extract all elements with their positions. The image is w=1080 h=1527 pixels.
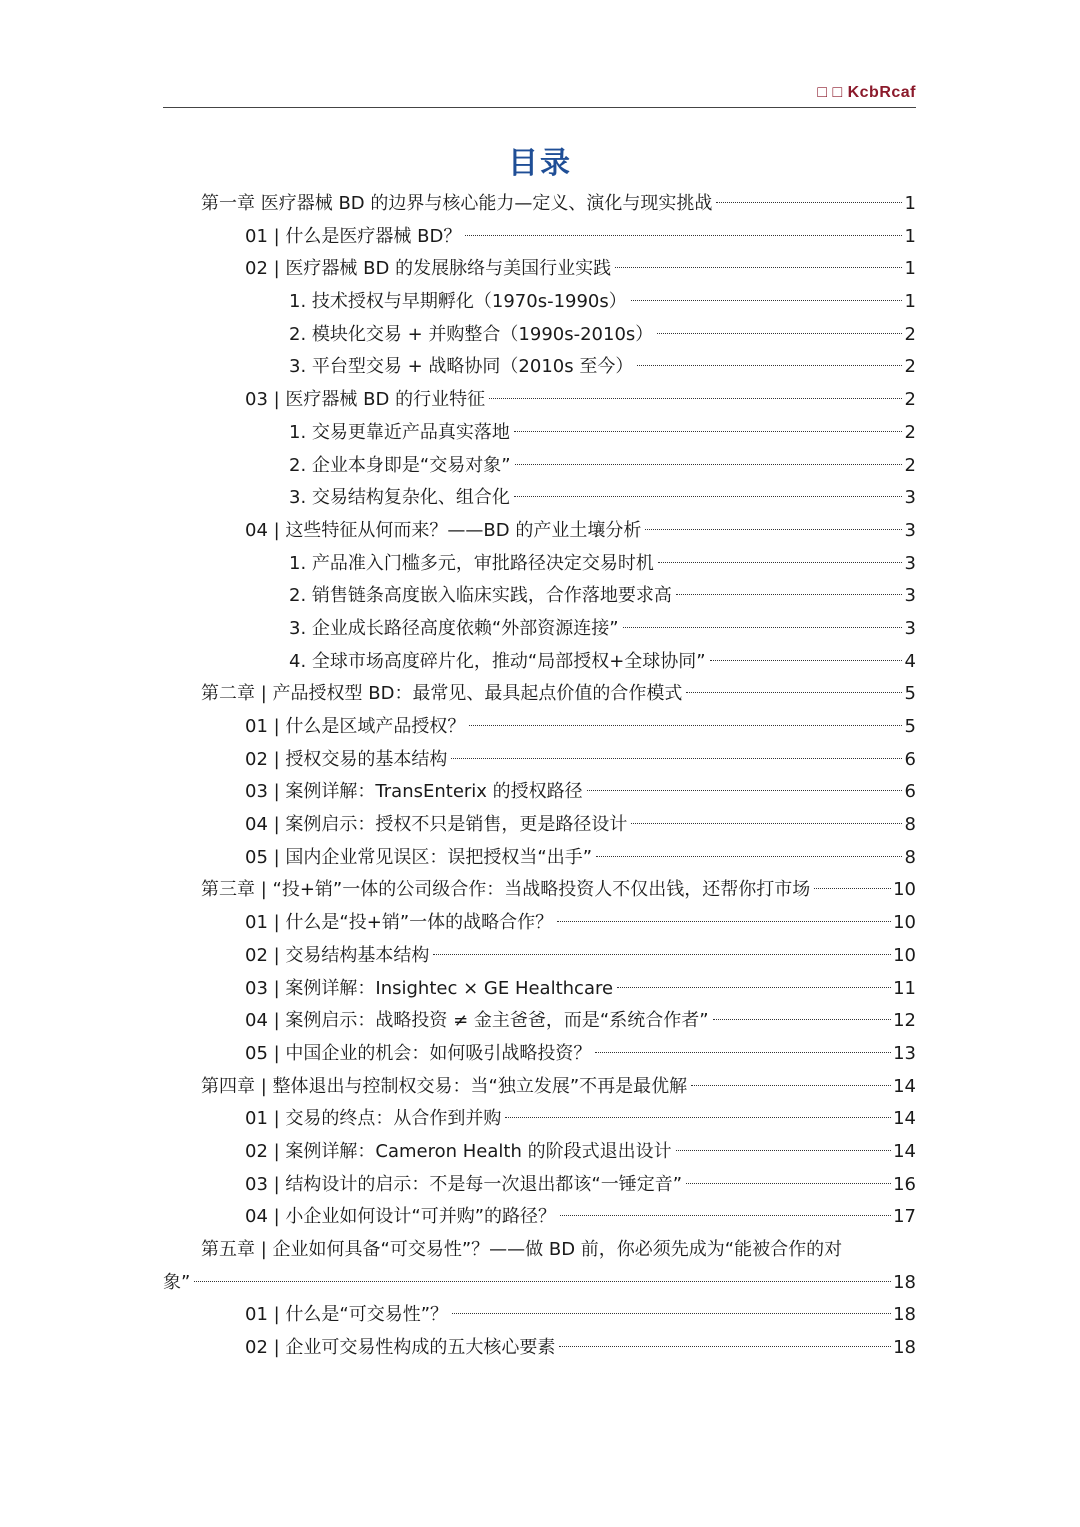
toc-entry[interactable] [163,384,916,417]
dot-leader [194,1281,891,1282]
toc-entry[interactable] [163,286,916,319]
toc-entry-text: 03 | 结构设计的启示：不是每一次退出都该“一锤定音” [245,1173,683,1195]
dot-leader [657,333,902,334]
toc-entry[interactable] [163,548,916,581]
dot-leader [713,1019,892,1020]
toc-entry-text: 1. 产品准入门槛多元，审批路径决定交易时机 [289,552,654,574]
dot-leader [469,725,902,726]
dot-leader [658,562,902,563]
toc-entry-text: 2. 模块化交易 + 并购整合（1990s-2010s） [289,323,654,345]
toc-entry[interactable] [163,188,916,221]
toc-entry-text: 1. 技术授权与早期孵化（1970s-1990s） [289,291,627,313]
toc-entry-text: 04 | 这些特征从何而来？——BD 的产业土壤分析 [245,519,642,541]
toc-entry[interactable] [163,482,916,515]
toc-entry-text: 2. 销售链条高度嵌入临床实践，合作落地要求高 [289,585,672,607]
toc-entry[interactable] [163,450,916,483]
toc-entry[interactable] [163,253,916,286]
toc-entry-text: 04 | 案例启示：战略投资 ≠ 金主爸爸，而是“系统合作者” [245,1010,709,1032]
toc-entry-text: 4. 全球市场高度碎片化，推动“局部授权+全球协同” [289,650,706,672]
toc-entry[interactable] [163,711,916,744]
toc-entry[interactable] [163,351,916,384]
toc-entry[interactable] [163,646,916,679]
dot-leader [587,790,902,791]
dot-leader [676,594,902,595]
toc-entry[interactable] [163,1332,916,1365]
toc-page-number: 6 [904,781,916,803]
dot-leader [710,660,902,661]
header-divider [163,107,916,108]
toc-entry-text: 04 | 小企业如何设计“可并购”的路径？ [245,1206,557,1228]
dot-leader [433,954,891,955]
toc-entry[interactable] [163,940,916,973]
dot-leader [686,1183,891,1184]
toc-entry[interactable] [163,1136,916,1169]
toc-page-number: 10 [893,944,916,966]
toc-entry-text: 01 | 什么是“可交易性”？ [245,1304,449,1326]
toc-entry-text: 1. 交易更靠近产品真实落地 [289,421,510,443]
toc-entry-text: 03 | 案例详解：TransEnterix 的授权路径 [245,781,583,803]
dot-leader [814,888,891,889]
toc-entry-text: 02 | 授权交易的基本结构 [245,748,448,770]
toc-page-number: 5 [904,716,916,737]
toc-entry[interactable] [163,907,916,940]
toc-entry[interactable] [163,1169,916,1202]
toc-page-number: 16 [893,1173,916,1195]
dot-leader [514,496,902,497]
toc-page-number: 2 [904,454,916,476]
dot-leader [557,921,891,922]
dot-leader [515,464,902,465]
dot-leader [691,1085,891,1086]
toc-entry[interactable] [163,842,916,875]
toc-entry[interactable] [163,221,916,254]
toc-entry-text: 01 | 什么是医疗器械 BD？ [245,225,462,247]
toc-page-number: 6 [904,748,916,770]
toc-entry[interactable] [163,1038,916,1071]
toc-page-number: 1 [904,193,916,214]
toc-entry-text: 03 | 案例详解：Insightec × GE Healthcare [245,977,614,999]
toc-entry-text: 第一章 医疗器械 BD 的边界与核心能力—定义、演化与现实挑战 [201,193,713,214]
toc-page-number: 18 [893,1304,916,1326]
dot-leader [676,1150,892,1151]
toc-page-number: 13 [893,1042,916,1064]
toc-page-number: 17 [893,1206,916,1228]
toc-page-number: 3 [904,487,916,509]
toc-page-number: 18 [893,1337,916,1359]
toc-page-number: 2 [904,323,916,345]
toc-entry[interactable] [163,874,916,907]
toc-entry[interactable] [163,613,916,646]
dot-leader [514,431,902,432]
toc-entry-text: 01 | 什么是区域产品授权？ [245,716,466,737]
toc-entry[interactable] [163,319,916,352]
dot-leader [637,365,902,366]
toc-page-number: 18 [893,1271,916,1293]
toc-entry-text: 05 | 国内企业常见误区：误把授权当“出手” [245,846,593,868]
toc-page-number: 2 [904,356,916,378]
toc-page-number: 3 [904,519,916,541]
toc-page-number: 12 [893,1010,916,1032]
toc-entry[interactable] [163,678,916,711]
toc-entry-text: 04 | 案例启示：授权不只是销售，更是路径设计 [245,814,628,836]
running-header: □ □ KcbRcaf [817,84,916,101]
toc-page-number: 2 [904,421,916,443]
dot-leader [686,692,902,693]
dot-leader [623,627,902,628]
dot-leader [560,1215,891,1216]
toc-page-number: 14 [893,1108,916,1130]
dot-leader [631,823,902,824]
toc-entry[interactable] [163,580,916,613]
toc-entry-text: 03 | 医疗器械 BD 的行业特征 [245,389,486,411]
toc-entry-text: 02 | 案例详解：Cameron Health 的阶段式退出设计 [245,1140,672,1162]
toc-entry-text: 02 | 交易结构基本结构 [245,944,430,966]
toc-entry[interactable] [163,515,916,548]
dot-leader [559,1346,891,1347]
toc-page-number: 8 [904,814,916,836]
dot-leader [595,1052,891,1053]
toc-page-number: 3 [904,552,916,574]
toc-page-number: 1 [904,291,916,313]
toc-entry-text: 02 | 企业可交易性构成的五大核心要素 [245,1337,556,1359]
toc-page-number: 3 [904,585,916,607]
toc-entry-text: 01 | 交易的终点：从合作到并购 [245,1108,502,1130]
dot-leader [489,398,902,399]
toc-entry[interactable] [163,1299,916,1332]
dot-leader [452,1313,891,1314]
toc-page-number: 10 [893,879,916,901]
toc-entry[interactable] [163,776,916,809]
toc-page-number: 11 [893,977,916,999]
toc-page-number: 1 [904,225,916,247]
dot-leader [451,758,902,759]
toc-page-number: 5 [904,683,916,705]
toc-entry-text: 3. 交易结构复杂化、组合化 [289,487,510,509]
toc-entry[interactable] [163,1103,916,1136]
table-of-contents [163,188,916,1365]
toc-entry[interactable] [163,417,916,450]
dot-leader [596,856,902,857]
dot-leader [631,300,902,301]
toc-entry[interactable] [163,809,916,842]
toc-entry-text-continued: 象” [163,1271,191,1293]
dot-leader [505,1117,891,1118]
toc-entry-text: 第五章 | 企业如何具备“可交易性”？——做 BD 前，你必须先成为“能被合作的对 [201,1239,843,1260]
toc-page-number: 1 [904,258,916,280]
dot-leader [645,529,902,530]
toc-entry-chapter-5[interactable] [163,1234,916,1299]
toc-entry-text: 02 | 医疗器械 BD 的发展脉络与美国行业实践 [245,258,612,280]
toc-entry-text: 第三章 | “投+销”一体的公司级合作：当战略投资人不仅出钱，还帮你打市场 [201,879,811,901]
toc-entry-text: 3. 平台型交易 + 战略协同（2010s 至今） [289,356,634,378]
toc-title: 目录 [508,146,572,181]
toc-page-number: 3 [904,617,916,639]
toc-entry-text: 01 | 什么是“投+销”一体的战略合作？ [245,912,554,934]
toc-entry-text: 3. 企业成长路径高度依赖“外部资源连接” [289,617,619,639]
dot-leader [465,235,902,236]
toc-entry-text: 05 | 中国企业的机会：如何吸引战略投资？ [245,1042,592,1064]
dot-leader [716,202,902,203]
toc-entry[interactable] [163,744,916,777]
toc-entry[interactable] [163,1005,916,1038]
toc-entry-text: 第四章 | 整体退出与控制权交易：当“独立发展”不再是最优解 [201,1075,688,1097]
dot-leader [617,987,891,988]
toc-page-number: 2 [904,389,916,411]
toc-entry-text: 第二章 | 产品授权型 BD：最常见、最具起点价值的合作模式 [201,683,683,705]
toc-page-number: 4 [904,650,916,672]
toc-page-number: 10 [893,912,916,934]
toc-entry[interactable] [163,1201,916,1234]
dot-leader [615,267,902,268]
toc-page-number: 14 [893,1140,916,1162]
toc-page-number: 8 [904,846,916,868]
toc-page-number: 14 [893,1075,916,1097]
toc-entry[interactable] [163,973,916,1006]
toc-entry[interactable] [163,1071,916,1104]
toc-entry-text: 2. 企业本身即是“交易对象” [289,454,511,476]
